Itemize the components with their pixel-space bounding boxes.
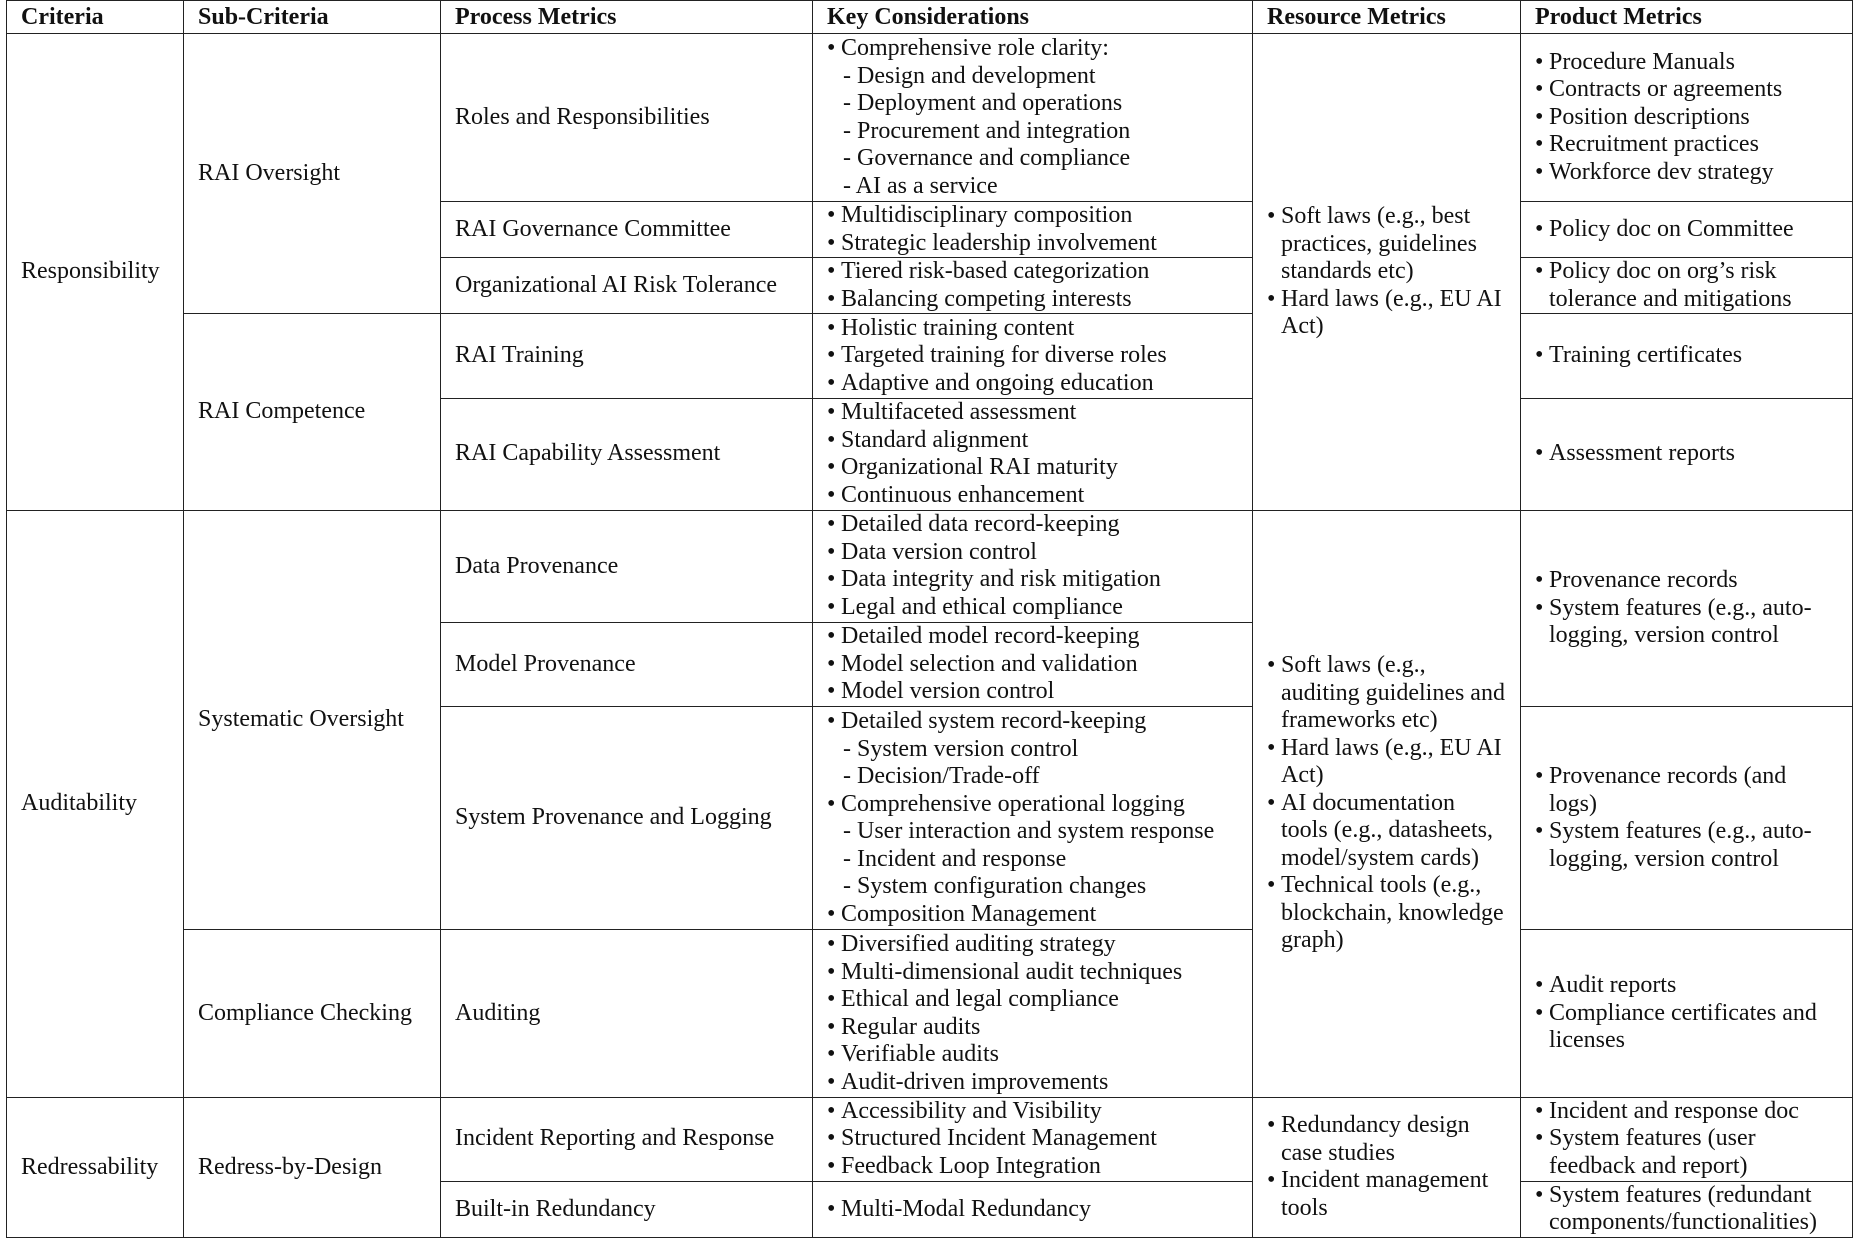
product-item: • Training certificates bbox=[1535, 342, 1838, 370]
consideration-subitem: - System configuration changes bbox=[843, 873, 1147, 900]
table-row bbox=[7, 1097, 1853, 1181]
consideration-item: • Multi-Modal Redundancy bbox=[827, 1196, 1238, 1224]
consideration-subitem: - AI as a service bbox=[843, 172, 998, 199]
consideration-subitem: - Governance and compliance bbox=[843, 145, 1131, 172]
product-item: • System features (e.g., auto-logging, version control bbox=[1535, 595, 1838, 650]
criteria-auditability: Auditability bbox=[7, 510, 184, 1097]
product-metrics bbox=[1521, 202, 1853, 258]
process-metric: RAI Governance Committee bbox=[441, 202, 813, 258]
rai-metrics-table bbox=[6, 0, 1853, 1238]
product-metrics bbox=[1521, 1181, 1853, 1237]
product-item: • Policy doc on org’s risk tolerance and mitigations bbox=[1535, 258, 1838, 313]
consideration-item: • Strategic leadership involvement bbox=[827, 230, 1238, 258]
consideration-item: • Organizational RAI maturity bbox=[827, 454, 1238, 482]
key-considerations bbox=[813, 707, 1253, 930]
consideration-item: • Detailed data record-keeping bbox=[827, 511, 1238, 539]
header-product-metrics: Product Metrics bbox=[1521, 1, 1853, 34]
consideration-item: • Comprehensive operational logging bbox=[827, 791, 1238, 819]
consideration-item: • Diversified auditing strategy bbox=[827, 931, 1238, 959]
header-resource-metrics: Resource Metrics bbox=[1253, 1, 1521, 34]
sub-criteria-systematic-oversight: Systematic Oversight bbox=[184, 510, 441, 930]
process-metric: RAI Capability Assessment bbox=[441, 398, 813, 510]
product-metrics bbox=[1521, 707, 1853, 930]
consideration-item: • Feedback Loop Integration bbox=[827, 1153, 1238, 1181]
key-considerations bbox=[813, 34, 1253, 202]
process-metric: Auditing bbox=[441, 930, 813, 1097]
sub-criteria-rai-oversight: RAI Oversight bbox=[184, 34, 441, 314]
consideration-subitem: - Design and development bbox=[843, 62, 1096, 89]
consideration-item: • Tiered risk-based categorization bbox=[827, 258, 1238, 286]
resource-item: • AI documentation tools (e.g., datasheets, model/system cards) bbox=[1267, 790, 1506, 873]
resource-item: • Technical tools (e.g., blockchain, knowledge graph) bbox=[1267, 872, 1506, 955]
product-metrics bbox=[1521, 258, 1853, 314]
resource-item: • Soft laws (e.g., best practices, guidelines standards etc) bbox=[1267, 203, 1506, 286]
product-metrics bbox=[1521, 510, 1853, 706]
consideration-item: • Multi-dimensional audit techniques bbox=[827, 959, 1238, 987]
consideration-item: • Ethical and legal compliance bbox=[827, 986, 1238, 1014]
consideration-item: • Data version control bbox=[827, 539, 1238, 567]
consideration-item: • Multidisciplinary composition bbox=[827, 202, 1238, 230]
consideration-item: • Holistic training content bbox=[827, 315, 1238, 343]
consideration-item: • Verifiable audits bbox=[827, 1041, 1238, 1069]
table-row bbox=[7, 314, 1853, 398]
key-considerations bbox=[813, 930, 1253, 1097]
key-considerations bbox=[813, 1097, 1253, 1181]
consideration-item: • Adaptive and ongoing education bbox=[827, 370, 1238, 398]
consideration-item: • Model version control bbox=[827, 678, 1238, 706]
key-considerations bbox=[813, 398, 1253, 510]
criteria-responsibility: Responsibility bbox=[7, 34, 184, 511]
consideration-item: • Comprehensive role clarity: bbox=[827, 35, 1238, 63]
key-considerations bbox=[813, 510, 1253, 622]
product-item: • Workforce dev strategy bbox=[1535, 159, 1838, 187]
consideration-subitem: - Decision/Trade-off bbox=[843, 763, 1040, 790]
table-row bbox=[7, 930, 1853, 1097]
product-item: • Contracts or agreements bbox=[1535, 76, 1838, 104]
resource-metrics-responsibility bbox=[1253, 34, 1521, 511]
consideration-item: • Audit-driven improvements bbox=[827, 1069, 1238, 1097]
product-item: • Procedure Manuals bbox=[1535, 49, 1838, 77]
product-metrics bbox=[1521, 398, 1853, 510]
product-item: • Recruitment practices bbox=[1535, 131, 1838, 159]
process-metric: Built-in Redundancy bbox=[441, 1181, 813, 1237]
consideration-item: • Composition Management bbox=[827, 901, 1238, 929]
process-metric: System Provenance and Logging bbox=[441, 707, 813, 930]
consideration-item: • Continuous enhancement bbox=[827, 482, 1238, 510]
product-item: • System features (user feedback and report) bbox=[1535, 1125, 1838, 1180]
header-key-considerations: Key Considerations bbox=[813, 1, 1253, 34]
product-item: • Position descriptions bbox=[1535, 104, 1838, 132]
consideration-item: • Data integrity and risk mitigation bbox=[827, 566, 1238, 594]
sub-criteria-rai-competence: RAI Competence bbox=[184, 314, 441, 510]
consideration-subitem: - Procurement and integration bbox=[843, 117, 1131, 144]
product-item: • Policy doc on Committee bbox=[1535, 216, 1838, 244]
product-metrics bbox=[1521, 930, 1853, 1097]
key-considerations bbox=[813, 622, 1253, 706]
product-item: • Incident and response doc bbox=[1535, 1098, 1838, 1126]
consideration-item: • Targeted training for diverse roles bbox=[827, 342, 1238, 370]
product-item: • Provenance records (and logs) bbox=[1535, 763, 1838, 818]
resource-metrics-redressability bbox=[1253, 1097, 1521, 1237]
key-considerations bbox=[813, 202, 1253, 258]
header-row bbox=[7, 1, 1853, 34]
consideration-item: • Accessibility and Visibility bbox=[827, 1098, 1238, 1126]
consideration-item: • Model selection and validation bbox=[827, 651, 1238, 679]
consideration-item: • Detailed model record-keeping bbox=[827, 623, 1238, 651]
consideration-subitem: - Incident and response bbox=[843, 845, 1067, 872]
product-metrics bbox=[1521, 1097, 1853, 1181]
criteria-redressability: Redressability bbox=[7, 1097, 184, 1237]
key-considerations bbox=[813, 314, 1253, 398]
product-item: • System features (e.g., auto-logging, version control bbox=[1535, 818, 1838, 873]
table-row bbox=[7, 510, 1853, 622]
process-metric: RAI Training bbox=[441, 314, 813, 398]
consideration-item: • Structured Incident Management bbox=[827, 1125, 1238, 1153]
consideration-item: • Regular audits bbox=[827, 1014, 1238, 1042]
sub-criteria-redress-by-design: Redress-by-Design bbox=[184, 1097, 441, 1237]
consideration-subitem: - User interaction and system response bbox=[843, 818, 1215, 845]
product-metrics bbox=[1521, 34, 1853, 202]
process-metric: Data Provenance bbox=[441, 510, 813, 622]
key-considerations bbox=[813, 258, 1253, 314]
key-considerations bbox=[813, 1181, 1253, 1237]
consideration-item: • Detailed system record-keeping bbox=[827, 708, 1238, 736]
process-metric: Organizational AI Risk Tolerance bbox=[441, 258, 813, 314]
table-row bbox=[7, 34, 1853, 202]
process-metric: Roles and Responsibilities bbox=[441, 34, 813, 202]
header-criteria: Criteria bbox=[7, 1, 184, 34]
consideration-subitem: - System version control bbox=[843, 735, 1079, 762]
product-metrics bbox=[1521, 314, 1853, 398]
consideration-item: • Balancing competing interests bbox=[827, 286, 1238, 314]
consideration-item: • Legal and ethical compliance bbox=[827, 594, 1238, 622]
process-metric: Model Provenance bbox=[441, 622, 813, 706]
product-item: • Compliance certificates and licenses bbox=[1535, 1000, 1838, 1055]
resource-item: • Incident management tools bbox=[1267, 1167, 1506, 1222]
resource-metrics-auditability bbox=[1253, 510, 1521, 1097]
product-item: • System features (redundant components/functionalities) bbox=[1535, 1182, 1838, 1237]
sub-criteria-compliance-checking: Compliance Checking bbox=[184, 930, 441, 1097]
product-item: • Audit reports bbox=[1535, 972, 1838, 1000]
header-process-metrics: Process Metrics bbox=[441, 1, 813, 34]
resource-item: • Hard laws (e.g., EU AI Act) bbox=[1267, 735, 1506, 790]
resource-item: • Redundancy design case studies bbox=[1267, 1112, 1506, 1167]
resource-item: • Hard laws (e.g., EU AI Act) bbox=[1267, 286, 1506, 341]
resource-item: • Soft laws (e.g., auditing guidelines and frameworks etc) bbox=[1267, 652, 1506, 735]
process-metric: Incident Reporting and Response bbox=[441, 1097, 813, 1181]
product-item: • Assessment reports bbox=[1535, 440, 1838, 468]
consideration-subitem: - Deployment and operations bbox=[843, 90, 1123, 117]
consideration-item: • Standard alignment bbox=[827, 427, 1238, 455]
header-sub-criteria: Sub-Criteria bbox=[184, 1, 441, 34]
consideration-item: • Multifaceted assessment bbox=[827, 399, 1238, 427]
product-item: • Provenance records bbox=[1535, 567, 1838, 595]
